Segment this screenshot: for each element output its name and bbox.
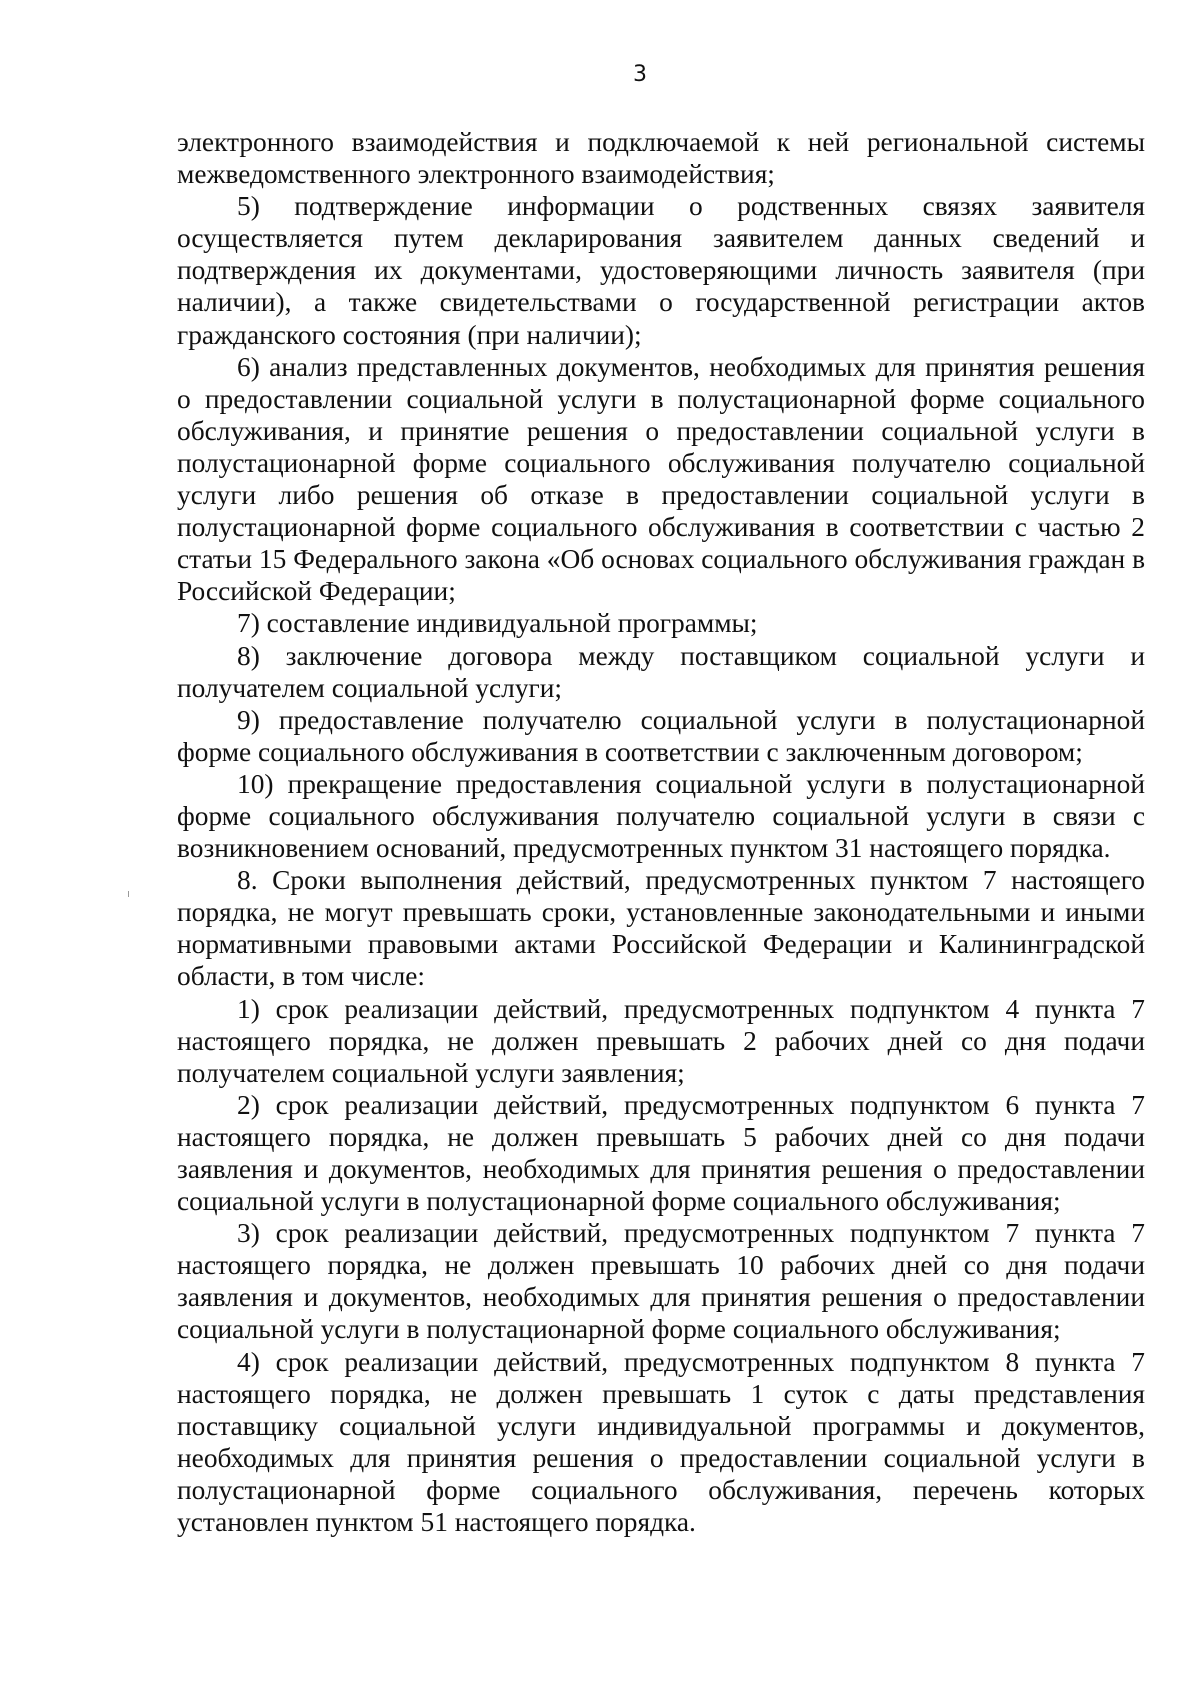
paragraph-item-8: 8) заключение договора между поставщиком социальной услуги и получателем социальной услуги; (177, 640, 1145, 703)
paragraph-item-6: 6) анализ представленных документов, необходимых для принятия решения о предоставлении социальной услуги в полустационарной форме социального обслуживания, и принятие решения о предоставлении социальной услуги в полустационарной форме социального обслуживания получателю социальной услуги либо решения об отказе в предоставлении социальной услуги в полустационарной форме социального обслуживания в соответствии с частью 2 статьи 15 Федерального закона «Об основах социального обслуживания граждан в Российской Федерации; (177, 351, 1145, 607)
paragraph-clause-8: 8. Сроки выполнения действий, предусмотренных пунктом 7 настоящего порядка, не могут превышать сроки, установленные законодательными и иными нормативными правовыми актами Российской Федерации и Калининградской области, в том числе: (177, 865, 1145, 992)
document-body (177, 126, 1145, 1538)
paragraph-deadline-3: 3) срок реализации действий, предусмотренных подпунктом 7 пункта 7 настоящего порядка, не должен превышать 10 рабочих дней со дня подачи заявления и документов, необходимых для принятия решения о предоставлении социальной услуги в полустационарной форме социального обслуживания; (177, 1218, 1145, 1345)
scan-artifact-mark (128, 891, 129, 897)
paragraph-item-7: 7) составление индивидуальной программы; (237, 608, 758, 639)
paragraph-item-9: 9) предоставление получателю социальной услуги в полустационарной форме социального обслуживания в соответствии с заключенным договором; (177, 704, 1145, 767)
paragraph-item-5: 5) подтверждение информации о родственных связях заявителя осуществляется путем декларирования заявителем данных сведений и подтверждения их документами, удостоверяющими личность заявителя (при наличии), а также свидетельствами о государственной регистрации актов гражданского состояния (при наличии); (177, 191, 1145, 350)
paragraph-item-10: 10) прекращение предоставления социальной услуги в полустационарной форме социального обслуживания получателю социальной услуги в связи с возникновением оснований, предусмотренных пунктом 31 настоящего порядка. (177, 768, 1145, 864)
paragraph-deadline-4: 4) срок реализации действий, предусмотренных подпунктом 8 пункта 7 настоящего порядка, не должен превышать 1 суток с даты представления поставщику социальной услуги индивидуальной программы и документов, необходимых для принятия решения о предоставлении социальной услуги в полустационарной форме социального обслуживания, перечень которых установлен пунктом 51 настоящего порядка. (177, 1346, 1145, 1538)
paragraph-continuation: электронного взаимодействия и подключаемой к ней региональной системы межведомственного электронного взаимодействия; (177, 127, 1145, 190)
paragraph-deadline-1: 1) срок реализации действий, предусмотренных подпунктом 4 пункта 7 настоящего порядка, не должен превышать 2 рабочих дней со дня подачи получателем социальной услуги заявления; (177, 993, 1145, 1088)
page-number: 3 (633, 62, 647, 87)
paragraph-deadline-2: 2) срок реализации действий, предусмотренных подпунктом 6 пункта 7 настоящего порядка, не должен превышать 5 рабочих дней со дня подачи заявления и документов, необходимых для принятия решения о предоставлении социальной услуги в полустационарной форме социального обслуживания; (177, 1089, 1145, 1217)
